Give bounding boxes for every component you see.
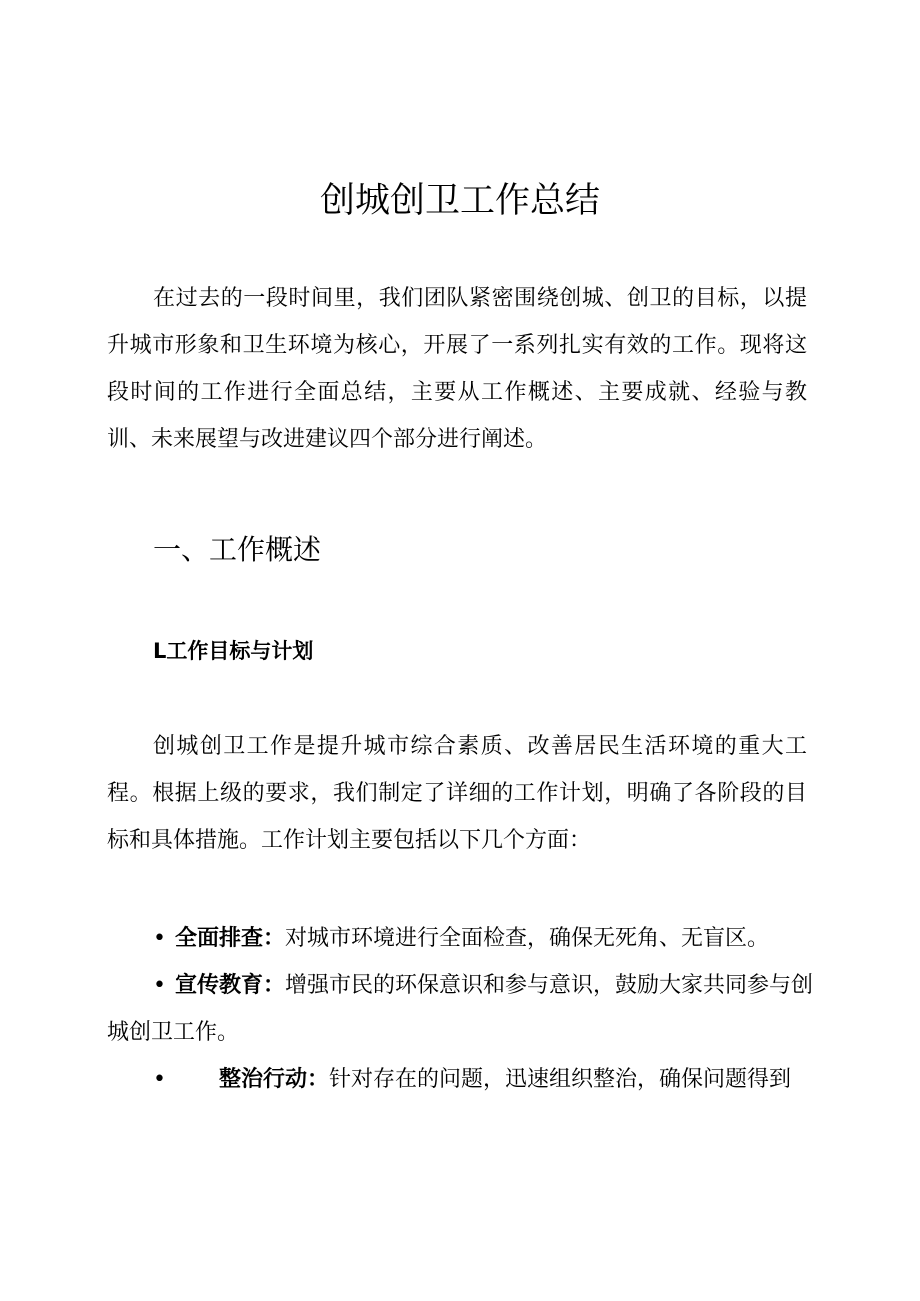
list-item	[107, 915, 819, 962]
bullet-icon: •	[153, 1067, 166, 1092]
list-item	[107, 1056, 819, 1103]
list-item-term: 全面排查：	[175, 926, 286, 951]
document-title: 创城创卫工作总结	[319, 181, 600, 221]
list-item-text: 增强市民的环保意识和参与意识，鼓励大家共同参与创城创卫工作。	[107, 973, 814, 1045]
list-item-text: 针对存在的问题，迅速组织整治，确保问题得到	[329, 1067, 792, 1092]
section-heading: 一、工作概述	[153, 533, 322, 566]
subsection-body-paragraph: 创城创卫工作是提升城市综合素质、改善居民生活环境的重大工程。根据上级的要求，我们制定了详细的工作计划，明确了各阶段的目标和具体措施。工作计划主要包括以下几个方面：	[107, 734, 807, 853]
bullet-icon: •	[153, 926, 166, 951]
list-item-term: 宣传教育：	[175, 973, 286, 998]
subsection-heading: L工作目标与计划	[153, 639, 314, 663]
list-item	[107, 962, 819, 1056]
work-plan-list	[107, 915, 819, 1103]
list-item-text: 对城市环境进行全面检查，确保无死角、无盲区。	[285, 926, 770, 951]
bullet-icon: •	[153, 973, 166, 998]
list-item-term: 整治行动：	[219, 1067, 330, 1092]
intro-paragraph: 在过去的一段时间里，我们团队紧密围绕创城、创卫的目标，以提升城市形象和卫生环境为核心，开展了一系列扎实有效的工作。现将这段时间的工作进行全面总结，主要从工作概述、主要成就、经验与教训、未来展望与改进建议四个部分进行阐述。	[107, 286, 807, 452]
